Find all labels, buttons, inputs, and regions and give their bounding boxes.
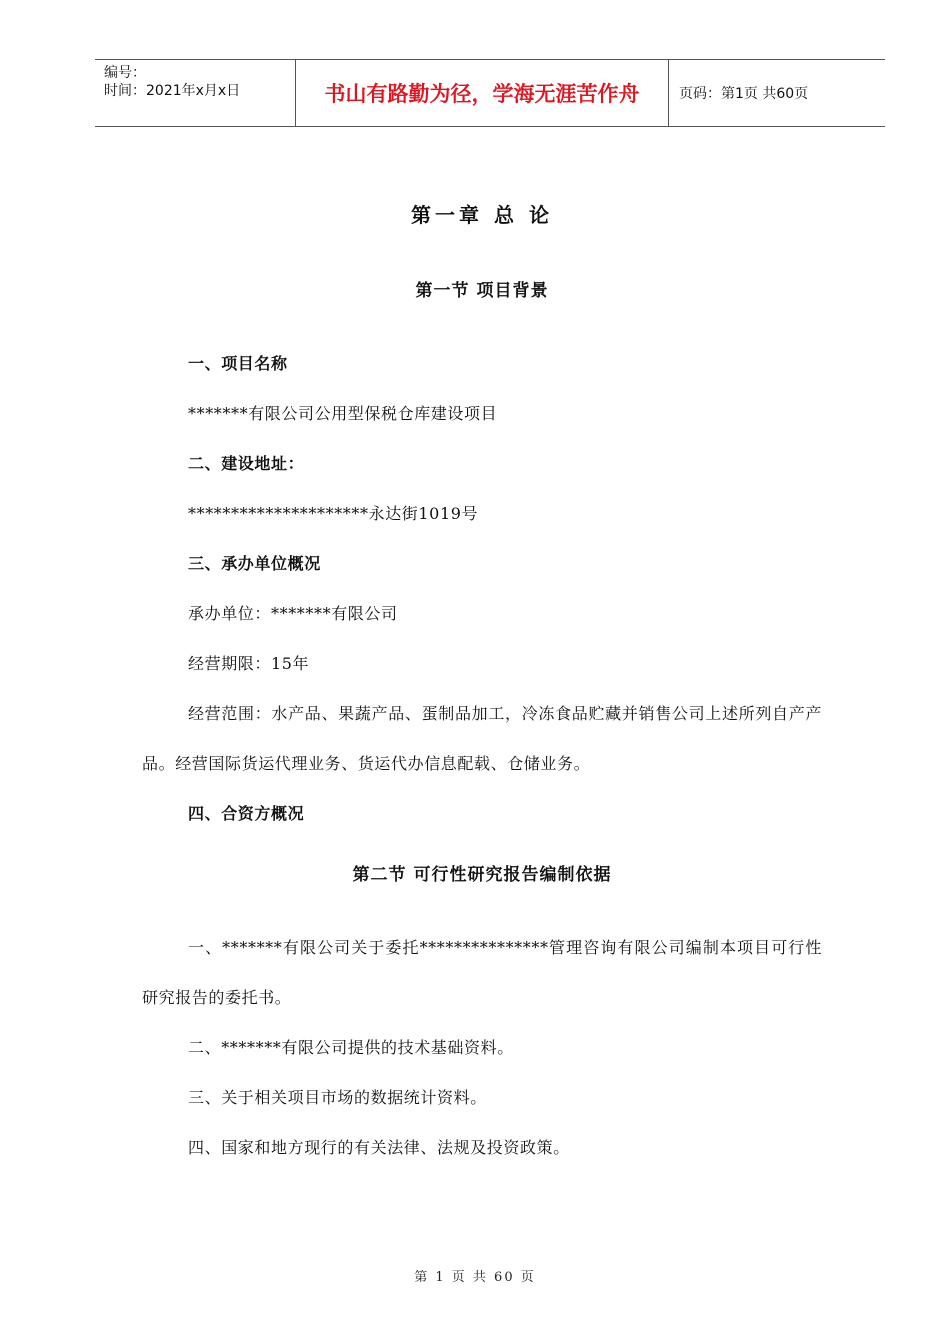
- paragraph-s1-5: 承办单位：*******有限公司: [188, 604, 398, 623]
- serial-label: 编号：: [104, 65, 146, 81]
- paragraph-s2-1: 二、*******有限公司提供的技术基础资料。: [188, 1038, 514, 1057]
- chapter-title: 第一章 总 论: [411, 203, 553, 227]
- paragraph-s1-7: 经营范围：水产品、果蔬产品、蛋制品加工，冷冻食品贮藏并销售公司上述所列自产产品。经营国际货运代理业务、货运代办信息配载、仓储业务。: [142, 704, 822, 773]
- paragraph-s2-3: 四、国家和地方现行的有关法律、法规及投资政策。: [188, 1138, 570, 1157]
- paragraph-s2-0: 一、*******有限公司关于委托***************管理咨询有限公司编制本项目可行性研究报告的委托书。: [142, 938, 822, 1007]
- time-label: 时间：2021年x月x日: [104, 83, 241, 99]
- paragraph-s1-1: *******有限公司公用型保税仓库建设项目: [188, 404, 498, 423]
- document-body: [142, 195, 822, 1173]
- header-meta: [95, 60, 296, 126]
- section2-title: 第二节 可行性研究报告编制依据: [352, 865, 612, 885]
- paragraph-s1-2: 二、建设地址：: [188, 454, 305, 473]
- page-footer: 第 1 页 共 60 页: [414, 1270, 536, 1285]
- header-page-info: 页码：第1页 共60页: [679, 86, 809, 102]
- paragraph-s1-3: *********************永达街1019号: [188, 504, 479, 523]
- header-motto: 书山有路勤为径，学海无涯苦作舟: [296, 60, 669, 126]
- paragraph-s1-8: 四、合资方概况: [188, 804, 305, 823]
- paragraph-s1-4: 三、承办单位概况: [188, 554, 321, 573]
- paragraph-s2-2: 三、关于相关项目市场的数据统计资料。: [188, 1088, 487, 1107]
- section1-title: 第一节 项目背景: [415, 281, 549, 301]
- paragraph-s1-0: 一、项目名称: [188, 354, 288, 373]
- paragraph-s1-6: 经营期限：15年: [188, 654, 310, 673]
- page-header: [95, 59, 885, 127]
